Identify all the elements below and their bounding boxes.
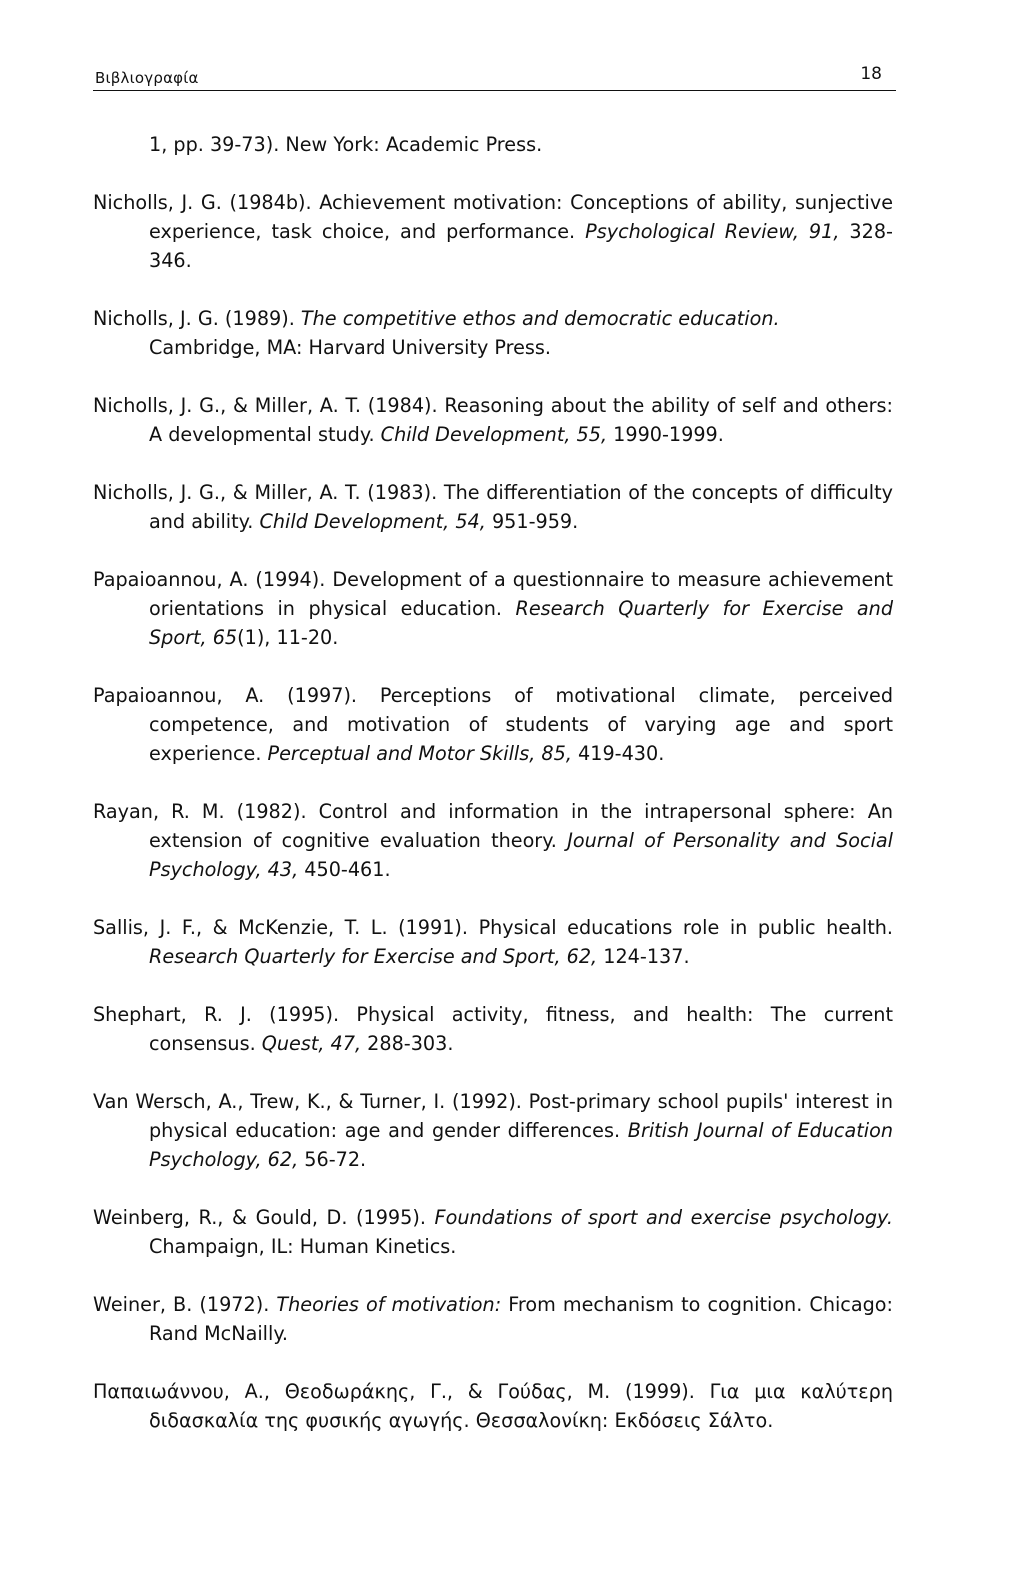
reference-item: Nicholls, J. G. (1989). The competitive ethos and democratic education. Cambridge, MA: Harvard University Press. bbox=[93, 307, 780, 359]
reference-item: Shephart, R. J. (1995). Physical activity, fitness, and health: The current consensus. Quest, 47, 288-303. bbox=[93, 1003, 893, 1055]
reference-item: Sallis, J. F., & McKenzie, T. L. (1991). Physical educations role in public health. Research Quarterly for Exercise and Sport, 62, 124-137. bbox=[93, 916, 893, 968]
page-number: 18 bbox=[860, 64, 882, 84]
reference-item: Papaioannou, A. (1997). Perceptions of motivational climate, perceived competence, and motivation of students of varying age and sport experience. Perceptual and Motor Skills, 85, 419-430. bbox=[93, 684, 893, 765]
reference-item: 1, pp. 39-73). New York: Academic Press. bbox=[149, 133, 543, 156]
reference-item: Weiner, B. (1972). Theories of motivation: From mechanism to cognition. Chicago: Rand McNailly. bbox=[93, 1293, 893, 1345]
reference-item: Nicholls, J. G., & Miller, A. T. (1984). Reasoning about the ability of self and others: A developmental study. Child Development, 55, 1990-1999. bbox=[93, 394, 893, 446]
reference-item: Weinberg, R., & Gould, D. (1995). Foundations of sport and exercise psychology. Champaign, IL: Human Kinetics. bbox=[93, 1206, 893, 1258]
reference-item: Papaioannou, A. (1994). Development of a questionnaire to measure achievement orientations in physical education. Research Quarterly for Exercise and Sport, 65(1), 11-20. bbox=[93, 568, 893, 649]
section-title: Βιβλιογραφία bbox=[95, 69, 199, 87]
page-header bbox=[93, 64, 896, 91]
reference-list bbox=[93, 130, 893, 1464]
reference-item: Nicholls, J. G. (1984b). Achievement motivation: Conceptions of ability, sunjective experience, task choice, and performance. Psychological Review, 91, 328-346. bbox=[93, 191, 893, 272]
reference-item: Nicholls, J. G., & Miller, A. T. (1983). The differentiation of the concepts of difficulty and ability. Child Development, 54, 951-959. bbox=[93, 481, 893, 533]
reference-item: Παπαιωάννου, Α., Θεοδωράκης, Γ., & Γούδας, Μ. (1999). Για μια καλύτερη διδασκαλία της φυσικής αγωγής. Θεσσαλονίκη: Εκδόσεις Σάλτο. bbox=[93, 1380, 893, 1432]
reference-item: Van Wersch, A., Trew, K., & Turner, I. (1992). Post-primary school pupils' interest in physical education: age and gender differences. British Journal of Education Psychology, 62, 56-72. bbox=[93, 1090, 893, 1171]
reference-item: Rayan, R. M. (1982). Control and information in the intrapersonal sphere: An extension of cognitive evaluation theory. Journal of Personality and Social Psychology, 43, 450-461. bbox=[93, 800, 893, 881]
